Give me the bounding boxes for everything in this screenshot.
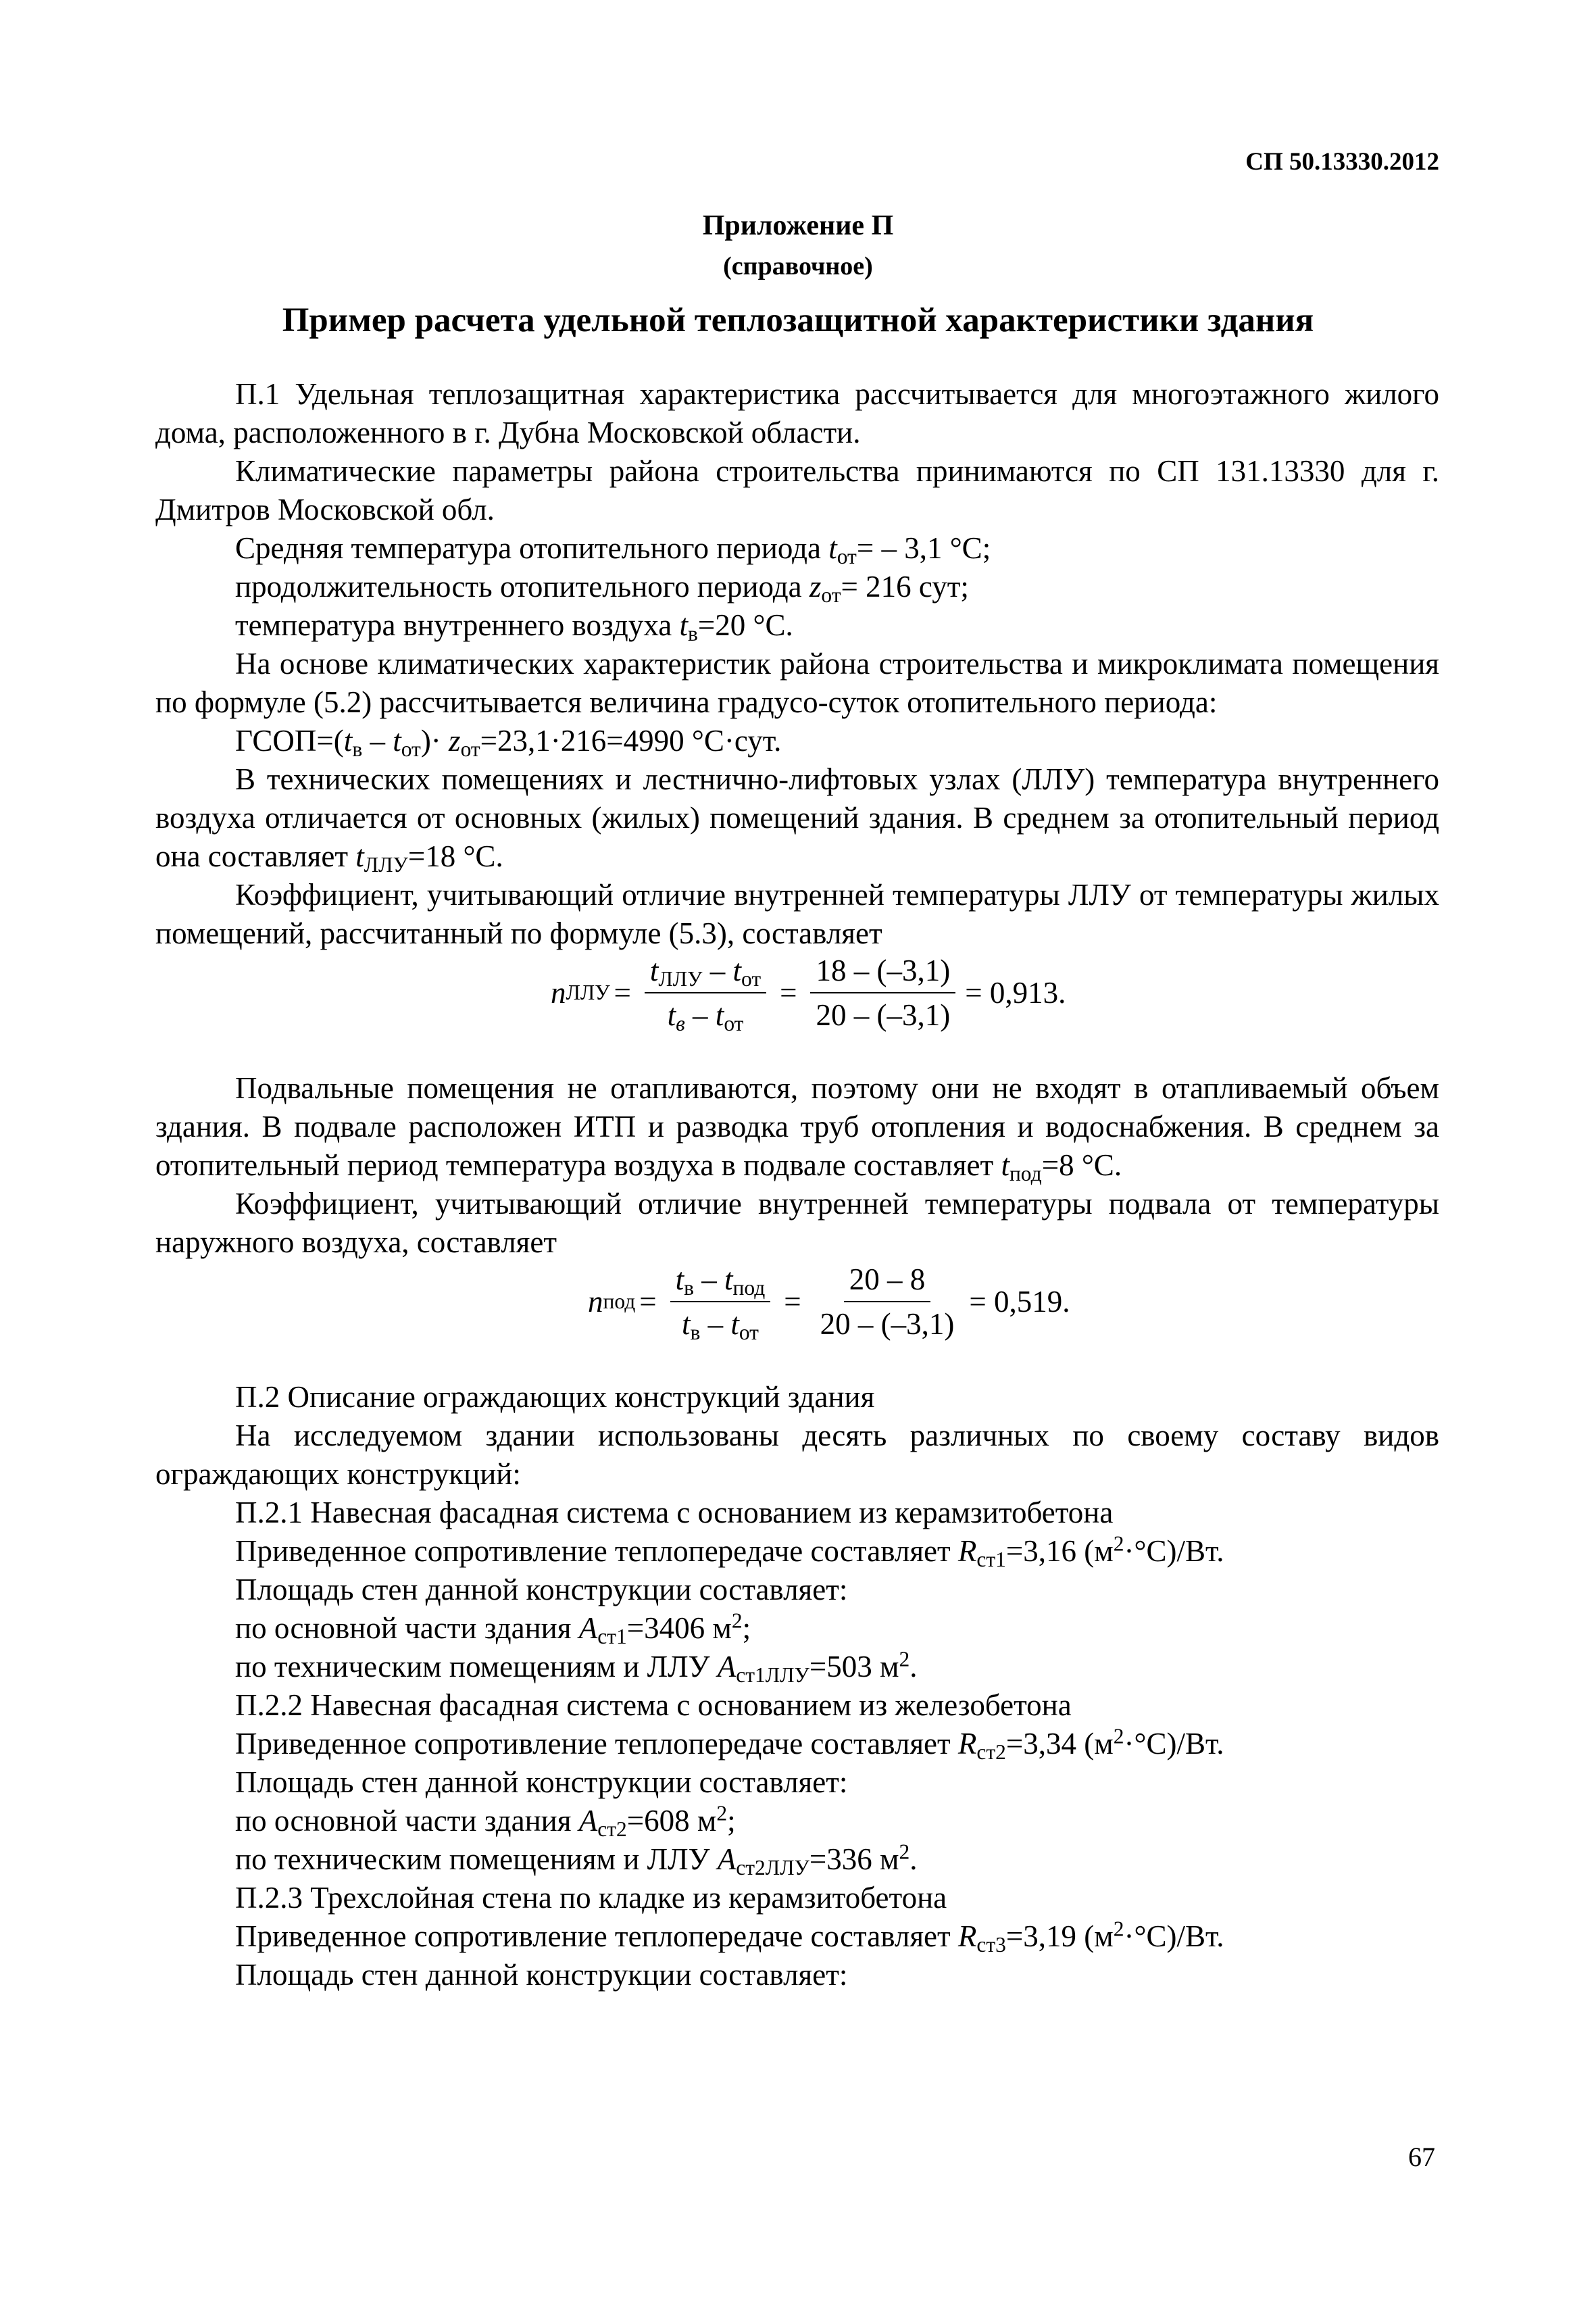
fraction-numeric <box>815 1262 960 1341</box>
text-fragment: =8 °С. <box>1041 1148 1122 1182</box>
text-fragment: по техническим помещениям и ЛЛУ <box>235 1650 718 1683</box>
subscript: ЛЛУ <box>364 852 408 877</box>
superscript: 2 <box>1113 1724 1124 1748</box>
variable: A <box>578 1804 598 1838</box>
subsection-title-p2-3: П.2.3 Трехслойная стена по кладке из керамзитобетона <box>235 1881 947 1915</box>
page-number: 67 <box>1408 2142 1435 2172</box>
text-fragment: ·°С)/Вт. <box>1124 1727 1224 1761</box>
text-fragment: ·°С)/Вт. <box>1124 1919 1224 1953</box>
superscript: 2 <box>731 1608 743 1633</box>
subscript: в <box>352 737 363 761</box>
subscript: в <box>684 1275 695 1300</box>
section-heading-p2: П.2 Описание ограждающих конструкций здания <box>235 1380 875 1414</box>
variable: n <box>588 1284 603 1319</box>
paragraph-degree-days: На основе климатических характеристик района строительства и микроклимата помещения по формуле (5.2) рассчитывается величина градусо-суток отопительного периода: <box>155 647 1439 719</box>
text-fragment: Подвальные помещения не отапливаются, поэтому они не входят в отапливаемый объем здания. В подвале расположен ИТП и разводка труб отопления и водоснабжения. В среднем за отопительный период температура воздуха в подвале составляет <box>155 1071 1439 1182</box>
variable: t <box>675 1262 684 1296</box>
text-fragment: температура внутреннего воздуха <box>235 608 680 642</box>
area-main-1 <box>155 1609 1439 1648</box>
document-code: СП 50.13330.2012 <box>1245 148 1439 176</box>
formula-n-llu-expression: n ЛЛУ = $\frac{t_{ЛЛУ} - t_{от}}{t_в - t_{от}}$ = $\frac{18 - (-3,1)}{20 - (-3,1)}$ = 0,913. <box>551 954 1066 1035</box>
subscript: от <box>837 544 857 568</box>
variable: t <box>828 531 837 565</box>
area-intro-3: Площадь стен данной конструкции составляет: <box>235 1958 848 1992</box>
text-fragment: – <box>362 724 393 758</box>
text-fragment: . <box>909 1842 918 1876</box>
minus-sign: – <box>694 1262 725 1296</box>
minus-sign: – <box>700 1307 731 1341</box>
variable: t <box>724 1262 733 1296</box>
document-body <box>155 375 1439 1994</box>
resistance-line-3 <box>155 1917 1439 1956</box>
text-fragment: )· <box>420 724 449 758</box>
equals-sign: = <box>784 1284 801 1319</box>
text-fragment: =608 м <box>626 1804 717 1838</box>
resistance-line-2 <box>155 1725 1439 1763</box>
subsection-title-p2-1: П.2.1 Навесная фасадная система с основанием из керамзитобетона <box>235 1496 1114 1529</box>
variable: t <box>732 954 741 987</box>
paragraph-constructions: На исследуемом здании использованы десять различных по своему составу видов ограждающих конструкций: <box>155 1419 1439 1491</box>
text-fragment: =3,34 (м <box>1005 1727 1114 1761</box>
fraction-numerator <box>645 953 766 993</box>
variable: t <box>667 998 676 1032</box>
text-fragment: =20 °С. <box>697 608 793 642</box>
paragraph-p1: П.1 Удельная теплозащитная характеристика рассчитывается для многоэтажного жилого дома, расположенного в г. Дубна Московской области. <box>155 377 1439 449</box>
variable: t <box>355 839 364 873</box>
fraction-numerator: 18 – (–3,1) <box>810 953 955 993</box>
subscript: в <box>690 1320 701 1344</box>
paragraph-climate: Климатические параметры района строительства принимаются по СП 131.13330 для г. Дмитров Московской обл. <box>155 454 1439 526</box>
variable: t <box>649 954 659 987</box>
text-fragment: по основной части здания <box>235 1611 579 1645</box>
text-fragment: ; <box>727 1804 736 1838</box>
formula-result: = 0,519. <box>969 1284 1070 1319</box>
subscript: ст2 <box>597 1817 627 1841</box>
variable: R <box>957 1534 977 1568</box>
subscript: под <box>1009 1161 1042 1185</box>
text-fragment: ·°С)/Вт. <box>1124 1534 1224 1568</box>
text-fragment: В технических помещениях и лестнично-лифтовых узлах (ЛЛУ) температура внутреннего воздуха отличается от основных (жилых) помещений здания. В среднем за отопительный период она составляет <box>155 762 1439 873</box>
superscript: 2 <box>1113 1917 1124 1941</box>
subscript: ст1 <box>597 1624 627 1648</box>
text-fragment: Приведенное сопротивление теплопередаче составляет <box>235 1534 958 1568</box>
variable: t <box>393 724 401 758</box>
subscript: в <box>687 621 698 645</box>
subscript: от <box>724 1011 744 1035</box>
text-fragment: Приведенное сопротивление теплопередаче составляет <box>235 1919 958 1953</box>
subscript: ст1 <box>976 1547 1006 1571</box>
text-fragment: Средняя температура отопительного периода <box>235 531 829 565</box>
variable: t <box>730 1307 739 1341</box>
subscript: в <box>676 1011 685 1035</box>
subscript: от <box>460 737 480 761</box>
variable: A <box>717 1842 737 1876</box>
text-fragment: = – 3,1 °С; <box>856 531 991 565</box>
variable: z <box>809 570 822 604</box>
gsop-formula <box>155 722 1439 760</box>
variable: R <box>957 1727 977 1761</box>
text-fragment: =3,19 (м <box>1005 1919 1114 1953</box>
appendix-heading: Пример расчета удельной теплозащитной характеристики здания <box>282 301 1314 339</box>
paragraph-basement <box>155 1069 1439 1185</box>
fraction-numerator <box>670 1262 771 1302</box>
superscript: 2 <box>716 1801 728 1825</box>
text-fragment: ГСОП=( <box>235 724 344 758</box>
equals-sign: = <box>614 975 631 1010</box>
subscript: ст2ЛЛУ <box>736 1855 809 1879</box>
subscript: ЛЛУ <box>658 966 703 991</box>
paragraph-basement-coefficient: Коэффициент, учитывающий отличие внутренней температуры подвала от температуры наружного воздуха, составляет <box>155 1187 1439 1259</box>
text-fragment: по основной части здания <box>235 1804 579 1838</box>
text-fragment: =18 °С. <box>407 839 503 873</box>
fraction-numerator: 20 – 8 <box>844 1262 931 1302</box>
subscript: ст1ЛЛУ <box>736 1663 809 1687</box>
area-intro-1: Площадь стен данной конструкции составляет: <box>235 1573 848 1606</box>
fraction-denominator <box>662 993 749 1033</box>
variable: R <box>957 1919 977 1953</box>
formula-n-pod <box>155 1262 1439 1378</box>
paragraph-llu-coefficient: Коэффициент, учитывающий отличие внутренней температуры ЛЛУ от температуры жилых помещений, рассчитанный по формуле (5.3), составляет <box>155 878 1439 950</box>
fraction-denominator: 20 – (–3,1) <box>816 998 951 1032</box>
variable: A <box>578 1611 598 1645</box>
text-fragment: по техническим помещениям и ЛЛУ <box>235 1842 718 1876</box>
variable: t <box>1001 1148 1009 1182</box>
formula-n-llu <box>155 953 1439 1069</box>
subscript: от <box>741 966 762 991</box>
paragraph-avg-temp <box>155 529 1439 568</box>
text-fragment: Приведенное сопротивление теплопередаче составляет <box>235 1727 958 1761</box>
text-fragment: = 216 сут; <box>841 570 969 604</box>
minus-sign: – <box>702 954 733 987</box>
superscript: 2 <box>899 1647 910 1671</box>
superscript: 2 <box>1113 1531 1124 1556</box>
text-fragment: =3,16 (м <box>1005 1534 1114 1568</box>
variable: z <box>449 724 461 758</box>
equals-sign: = <box>780 975 797 1010</box>
appendix-title: Приложение П <box>702 210 894 241</box>
variable: t <box>679 608 688 642</box>
area-main-2 <box>155 1802 1439 1840</box>
subscript: от <box>739 1320 759 1344</box>
paragraph-llu-temp <box>155 760 1439 876</box>
resistance-line-1 <box>155 1532 1439 1571</box>
subscript: ст2 <box>976 1740 1006 1764</box>
text-fragment: =336 м <box>809 1842 899 1876</box>
formula-result: = 0,913. <box>965 975 1066 1010</box>
fraction-denominator <box>676 1302 764 1344</box>
variable: t <box>715 998 724 1032</box>
paragraph-duration <box>155 568 1439 606</box>
fraction-denominator: 20 – (–3,1) <box>820 1307 955 1341</box>
subscript: под <box>732 1275 766 1300</box>
text-fragment: продолжительность отопительного периода <box>235 570 809 604</box>
text-fragment: ; <box>742 1611 751 1645</box>
area-intro-2: Площадь стен данной конструкции составляет: <box>235 1765 848 1799</box>
subsection-title-p2-2: П.2.2 Навесная фасадная система с основанием из железобетона <box>235 1688 1072 1722</box>
variable: n <box>551 975 566 1010</box>
paragraph-indoor-temp <box>155 606 1439 645</box>
formula-n-pod-expression: n под = $\frac{t_в - t_{под}}{t_в - t_{от}}$ = $\frac{20 - 8}{20 - (-3,1)}$ = 0,519. <box>588 1262 1070 1344</box>
equals-sign: = <box>639 1284 657 1319</box>
variable: A <box>717 1650 737 1683</box>
text-fragment: . <box>909 1650 918 1683</box>
area-tech-1 <box>155 1648 1439 1686</box>
subscript: ст3 <box>976 1932 1006 1956</box>
fraction <box>645 953 766 1033</box>
area-tech-2 <box>155 1840 1439 1879</box>
subscript: от <box>821 583 841 607</box>
variable: t <box>681 1307 691 1341</box>
text-fragment: =3406 м <box>626 1611 732 1645</box>
minus-sign: – <box>684 998 716 1032</box>
text-fragment: =503 м <box>809 1650 899 1683</box>
fraction <box>670 1262 771 1344</box>
appendix-subtitle: (справочное) <box>723 252 873 280</box>
text-fragment: =23,1·216=4990 °С·сут. <box>480 724 782 758</box>
fraction-numeric <box>810 953 955 1033</box>
variable: t <box>343 724 353 758</box>
superscript: 2 <box>899 1840 910 1864</box>
subscript: от <box>401 737 421 761</box>
